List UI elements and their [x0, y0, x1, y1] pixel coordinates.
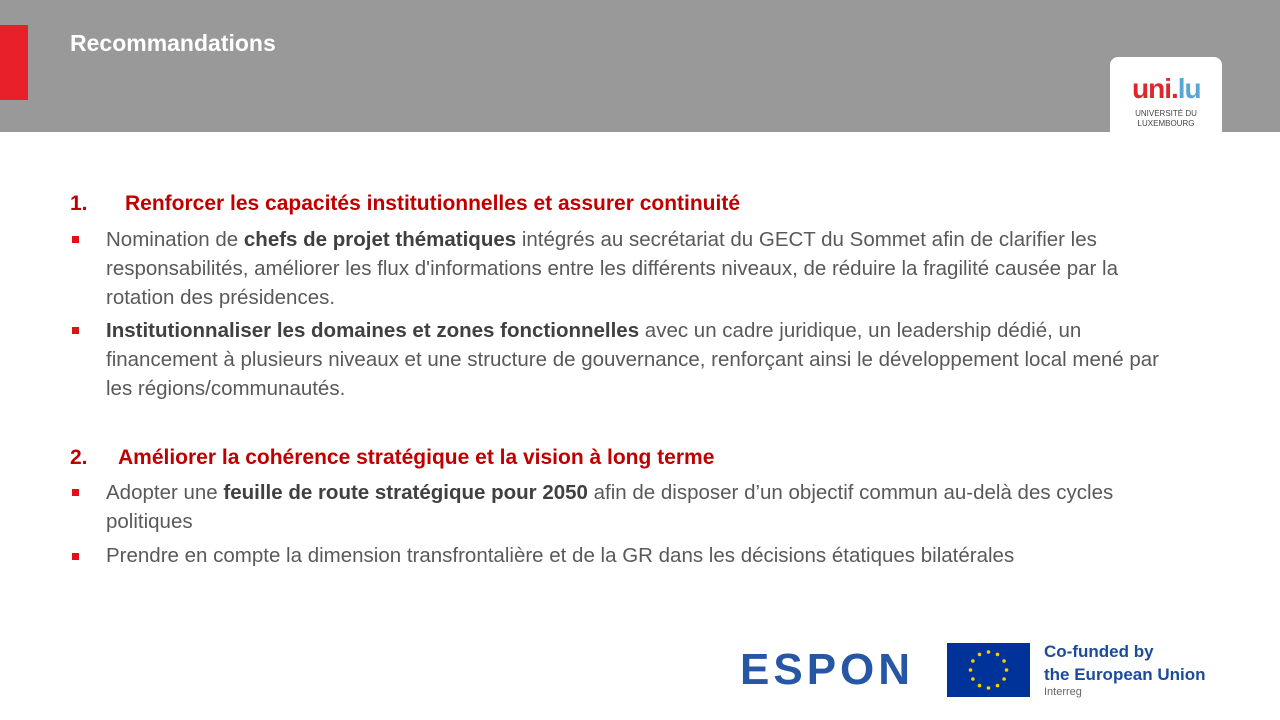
eu-line1: Co-funded by — [1044, 642, 1154, 661]
logo-mark — [1132, 75, 1201, 103]
eu-cofunded-label — [1044, 640, 1206, 686]
list-item-2-2 — [106, 541, 1186, 570]
bullet-icon — [72, 489, 79, 496]
item-text: intégrés au secrétariat du GECT du Sommet afin de clarifier les responsabilités, améliorer les flux d'informations entre les différents niveaux, de réduire la fragilité causée par la rotation des présidences. — [106, 228, 1118, 309]
uni-lu-logo — [1110, 57, 1222, 141]
list-item-1-1 — [106, 225, 1186, 312]
logo-line2: LUXEMBOURG — [1137, 119, 1195, 128]
item-bold: chefs de projet thématiques — [243, 228, 517, 251]
list-item-2-1 — [106, 478, 1186, 536]
logo-line1: UNIVERSITÉ DU — [1135, 109, 1197, 118]
eu-stars-icon — [947, 643, 1030, 697]
item-text: Prendre en compte la dimension transfrontalière et de la GR dans les décisions étatiques bilatérales — [106, 544, 1015, 567]
item-text: Nomination de — [106, 228, 244, 251]
item-bold: Institutionnaliser les domaines et zones fonctionnelles — [106, 319, 640, 342]
item-text: afin de disposer d’un objectif commun au-delà des cycles politiques — [106, 481, 1114, 533]
page-title: Recommandations — [70, 30, 276, 56]
item-text: Adopter une — [106, 481, 224, 504]
eu-line2: the European Union — [1044, 665, 1206, 684]
logo-mark-uni: uni. — [1132, 73, 1178, 104]
header-bar — [0, 0, 1280, 132]
section-2-title: Améliorer la cohérence stratégique et la vision à long terme — [118, 446, 715, 469]
accent-tab — [0, 25, 28, 100]
logo-mark-lu: lu — [1177, 73, 1201, 104]
bullet-icon — [72, 327, 79, 334]
item-bold: feuille de route stratégique pour 2050 — [223, 481, 588, 504]
logo-subtitle — [1110, 109, 1222, 129]
interreg-label: Interreg — [1044, 686, 1082, 698]
section-1-title: Renforcer les capacités institutionnelles et assurer continuité — [125, 192, 741, 215]
section-1-number: 1. — [70, 192, 88, 215]
eu-flag-icon — [947, 643, 1030, 697]
bullet-icon — [72, 553, 79, 560]
list-item-1-2 — [106, 316, 1186, 403]
item-text: avec un cadre juridique, un leadership dédié, un financement à plusieurs niveaux et une structure de gouvernance, renforçant ainsi le développement local mené par les régions/communautés. — [106, 319, 1159, 400]
section-2-number: 2. — [70, 446, 88, 469]
bullet-icon — [72, 236, 79, 243]
espon-logo: ESPON — [740, 645, 915, 694]
